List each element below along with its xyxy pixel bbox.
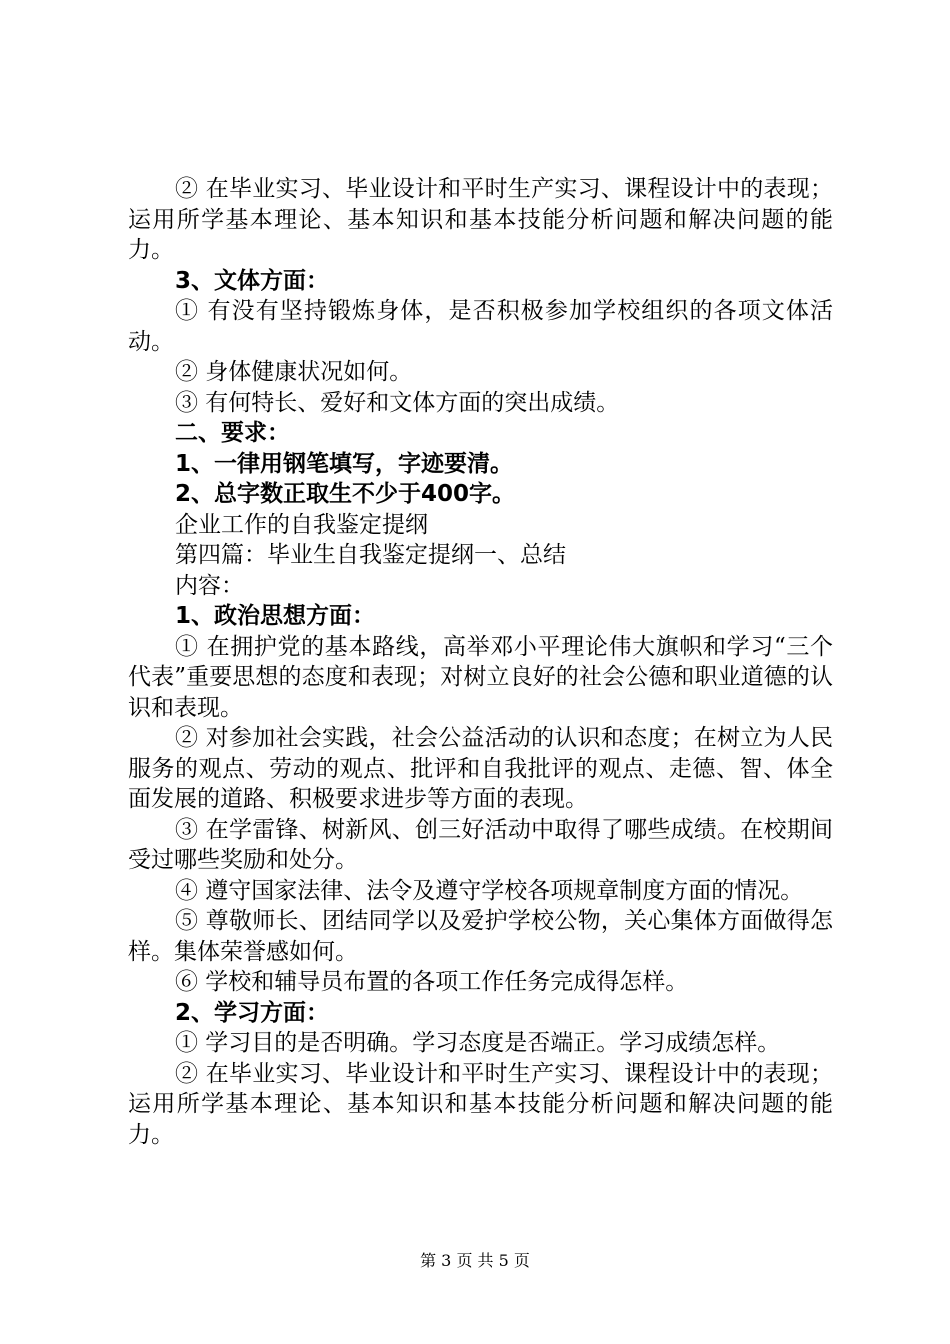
paragraph: ① 学习目的是否明确。学习态度是否端正。学习成绩怎样。 (175, 1030, 781, 1056)
paragraph: ③ 有何特长、爱好和文体方面的突出成绩。 (175, 389, 620, 416)
paragraph: ④ 遵守国家法律、法令及遵守学校各项规章制度方面的情况。 (175, 877, 804, 904)
chapter-title: 第四篇：毕业生自我鉴定提纲一、总结 (175, 542, 566, 568)
paragraph: ⑥ 学校和辅导员布置的各项工作任务完成得怎样。 (175, 969, 689, 995)
paragraph: ② 身体健康状况如何。 (175, 359, 413, 385)
section-heading: 2、学习方面： (175, 999, 330, 1026)
paragraph: ① 有没有坚持锻炼身体，是否积极参加学校组织的各项文体活动。 (128, 298, 833, 355)
requirement-item: 2、总字数正取生不少于400字。 (175, 481, 516, 507)
paragraph: ② 在毕业实习、毕业设计和平时生产实习、课程设计中的表现；运用所学基本理论、基本知识和基本技能分析问题和解决问题的能力。 (128, 176, 833, 263)
requirement-item: 1、一律用钢笔填写，字迹要清。 (175, 450, 514, 477)
page-number: 第 3 页 共 5 页 (420, 1251, 530, 1270)
page-footer (0, 1248, 950, 1271)
paragraph: 内容： (175, 572, 244, 599)
paragraph: ⑤ 尊敬师长、团结同学以及爱护学校公物，关心集体方面做得怎样。集体荣誉感如何。 (128, 908, 833, 965)
paragraph: ② 对参加社会实践，社会公益活动的认识和态度；在树立为人民服务的观点、劳动的观点、批评和自我批评的观点、走德、智、体全面发展的道路、积极要求进步等方面的表现。 (128, 725, 833, 812)
section-heading: 3、文体方面： (175, 267, 330, 294)
section-heading: 二、要求： (175, 420, 290, 446)
paragraph: ③ 在学雷锋、树新风、创三好活动中取得了哪些成绩。在校期间受过哪些奖励和处分。 (128, 816, 833, 873)
section-heading: 1、政治思想方面： (175, 603, 376, 629)
paragraph: ② 在毕业实习、毕业设计和平时生产实习、课程设计中的表现；运用所学基本理论、基本知识和基本技能分析问题和解决问题的能力。 (128, 1060, 833, 1148)
paragraph: 企业工作的自我鉴定提纲 (175, 511, 428, 538)
document-body (128, 174, 833, 1150)
paragraph: ① 在拥护党的基本路线，高举邓小平理论伟大旗帜和学习“三个代表”重要思想的态度和表现；对树立良好的社会公德和职业道德的认识和表现。 (128, 633, 833, 721)
